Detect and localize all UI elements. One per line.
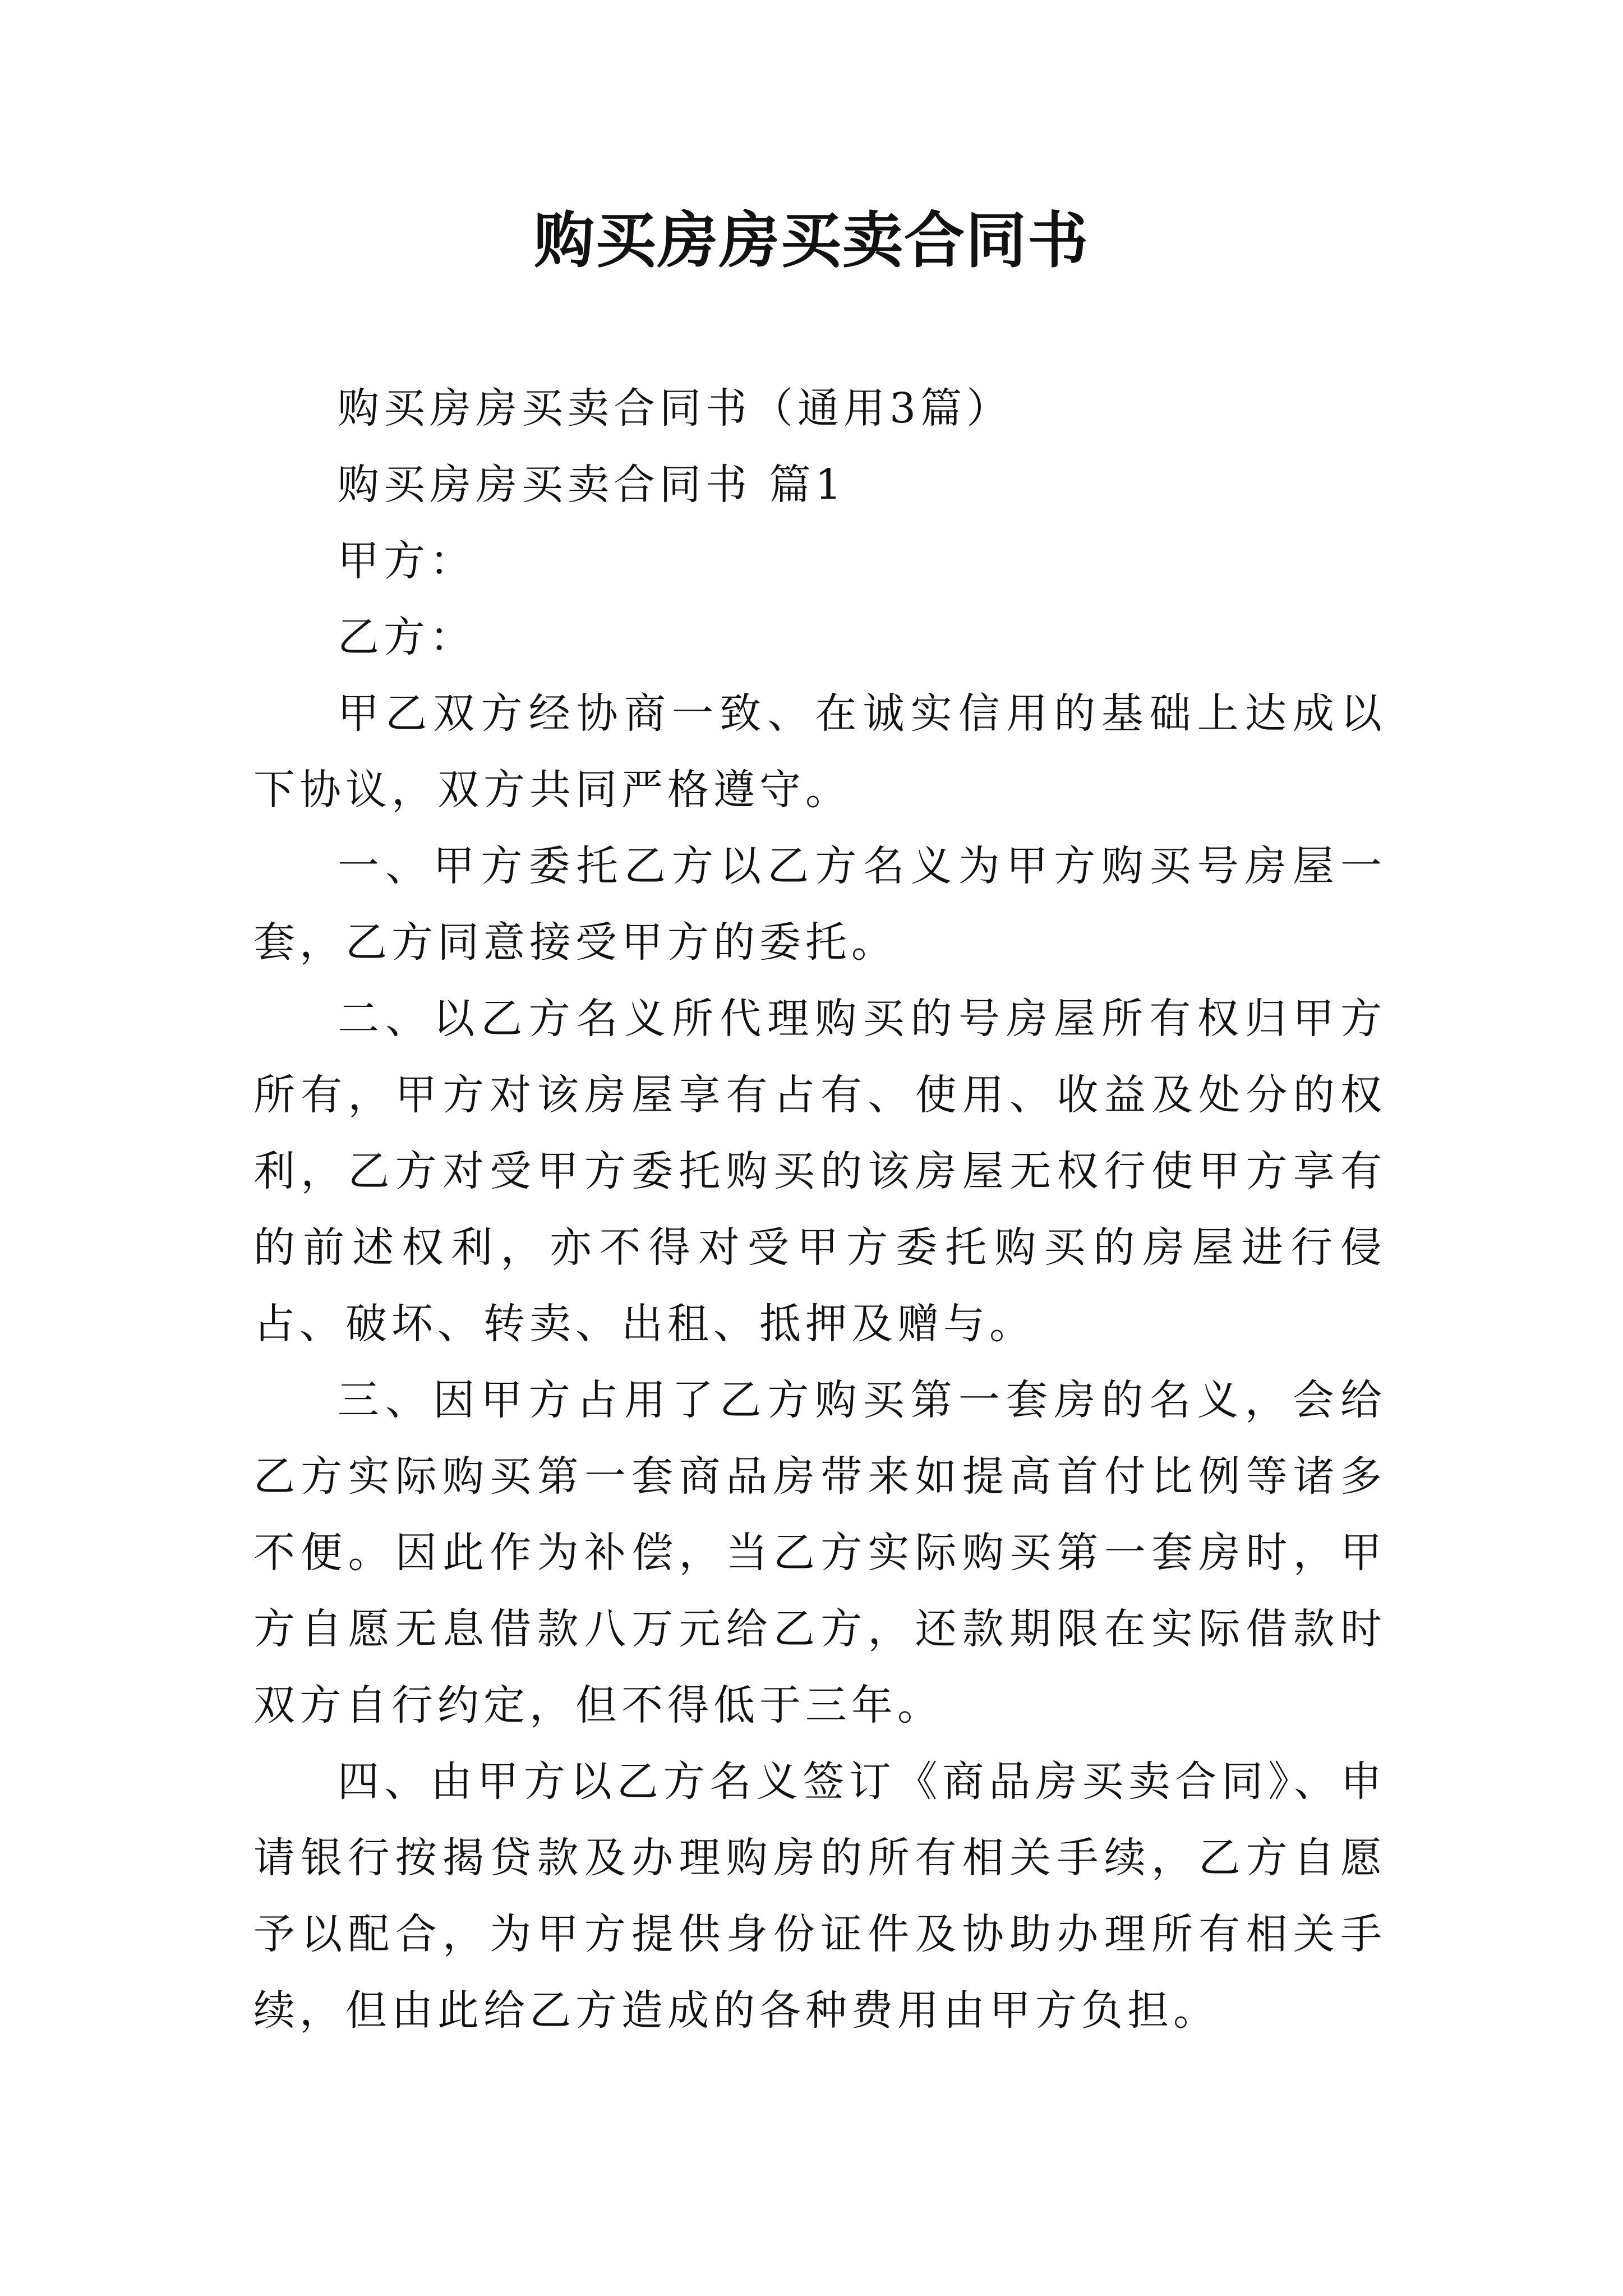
document-body [253, 370, 1386, 2049]
paragraph-subtitle: 购买房房买卖合同书（通用3篇） [338, 384, 1013, 432]
paragraph-section-heading: 购买房房买卖合同书 篇1 [338, 461, 846, 509]
paragraph-preamble: 甲乙双方经协商一致、在诚实信用的基础上达成以下协议，双方共同严格遵守。 [253, 689, 1386, 814]
paragraph-clause-3: 三、因甲方占用了乙方购买第一套房的名义，会给乙方实际购买第一套商品房带来如提高首付比例等诸多不便。因此作为补偿，当乙方实际购买第一套房时，甲方自愿无息借款八万元给乙方，还款期限在实际借款时双方自行约定，但不得低于三年。 [253, 1376, 1386, 1729]
paragraph-clause-4: 四、由甲方以乙方名义签订《商品房买卖合同》、申请银行按揭贷款及办理购房的所有相关手续，乙方自愿予以配合，为甲方提供身份证件及协助办理所有相关手续，但由此给乙方造成的各种费用由甲方负担。 [253, 1757, 1386, 2035]
document-title: 购买房房买卖合同书 [533, 206, 1089, 276]
paragraph-party-a: 甲方： [338, 537, 476, 585]
paragraph-clause-1: 一、甲方委托乙方以乙方名义为甲方购买号房屋一套，乙方同意接受甲方的委托。 [253, 842, 1386, 967]
paragraph-party-b: 乙方： [338, 613, 476, 661]
paragraph-clause-2: 二、以乙方名义所代理购买的号房屋所有权归甲方所有，甲方对该房屋享有占有、使用、收益及处分的权利，乙方对受甲方委托购买的该房屋无权行使甲方享有的前述权利，亦不得对受甲方委托购买的房屋进行侵占、破坏、转卖、出租、抵押及赠与。 [253, 995, 1386, 1348]
